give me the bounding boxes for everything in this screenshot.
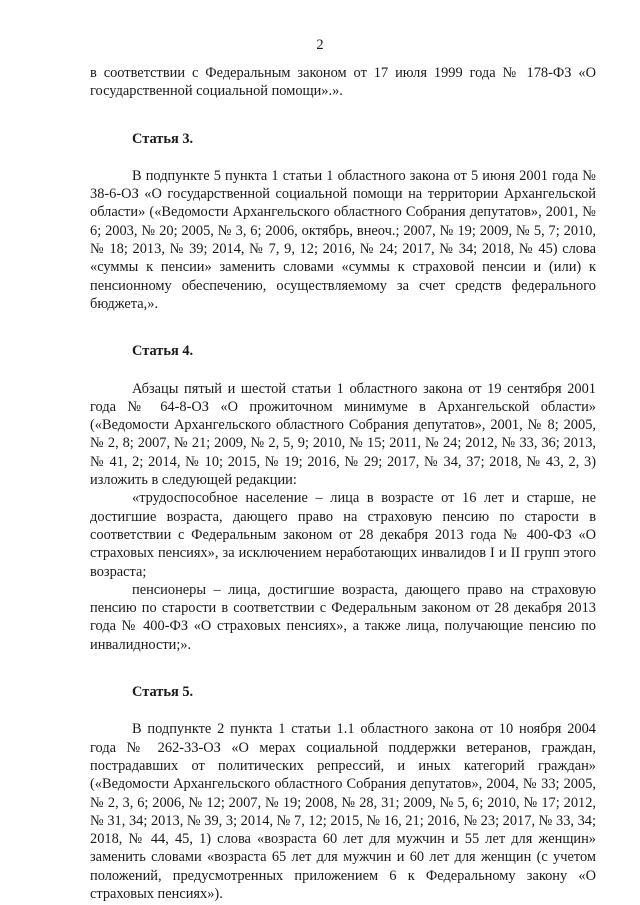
document-body [90,64,596,903]
spacer [90,313,596,342]
spacer [90,148,596,167]
article-5-heading: Статья 5. [132,684,194,701]
article-5-paragraph: В подпункте 2 пункта 1 статьи 1.1 областного закона от 10 ноября 2004 года № 262-33-ОЗ «О мерах социальной поддержки ветеранов, граждан, пострадавших от политических репрессий, и иных категорий граждан» («Ведомости Архангельского областного Собрания депутатов», 2004, № 33; 2005, № 2, 3, 6; 2006, № 12; 2007, № 19; 2008, № 28, 31; 2009, № 5, 6; 2010, № 17; 2012, № 31, 34; 2013, № 39, 3; 2014, № 7, 12; 2015, № 16, 21; 2016, № 23; 2017, № 33, 34; 2018, № 44, 45, 1) слова «возраста 60 лет для мужчин и 55 лет для женщин» заменить словами «возраста 65 лет для мужчин и 60 лет для женщин (с учетом положений, предусмотренных приложением 6 к Федеральному закону «О страховых пенсиях»). [90,721,596,902]
spacer [90,101,596,130]
spacer [90,361,596,380]
spacer [90,654,596,683]
article-4-paragraph: Абзацы пятый и шестой статьи 1 областного закона от 19 сентября 2001 года № 64-8-ОЗ «О прожиточном минимуме в Архангельской области» («Ведомости Архангельского областного Собрания депутатов», 2001, № 8; 2005, № 2, 8; 2007, № 21; 2009, № 2, 5, 9; 2010, № 15; 2011, № 24; 2012, № 33, 36; 2013, № 41, 2; 2014, № 10; 2015, № 19; 2016, № 29; 2017, № 34, 37; 2018, № 43, 2, 3) изложить в следующей редакции: [90,380,596,489]
article-3-heading: Статья 3. [132,130,194,147]
article-4-heading: Статья 4. [132,343,194,360]
article-3-paragraph: В подпункте 5 пункта 1 статьи 1 областного закона от 5 июня 2001 года № 38-6-ОЗ «О государственной социальной помощи на территории Архангельской области» («Ведомости Архангельского областного Собрания депутатов», 2001, № 6; 2003, № 20; 2005, № 3, 6; 2006, октябрь, внеоч.; 2007, № 19; 2009, № 5, 7; 2010, № 18; 2013, № 39; 2014, № 7, 9, 12; 2016, № 24; 2017, № 34; 2018, № 45) слова «суммы к пенсии» заменить словами «суммы к страховой пенсии и (или) к пенсионному обеспечению, осуществляемому за счет средств федерального бюджета,». [90,167,596,312]
article-4-quote-1: «трудоспособное население – лица в возрасте от 16 лет и старше, не достигшие возраста, дающего право на страховую пенсию по старости в соответствии с Федеральным законом от 28 декабря 2013 года № 400-ФЗ «О страховых пенсиях», за исключением неработающих инвалидов I и II групп этого возраста; [90,490,596,580]
page-number: 2 [316,37,324,53]
spacer [90,701,596,720]
continuation-paragraph: в соответствии с Федеральным законом от 17 июля 1999 года № 178-ФЗ «О государственной социальной помощи».». [90,65,596,100]
article-4-quote-2: пенсионеры – лица, достигшие возраста, дающего право на страховую пенсию по старости в соответствии с Федеральным законом от 28 декабря 2013 года № 400-ФЗ «О страховых пенсиях», а также лица, получающие пенсию по инвалидности;». [90,581,596,653]
